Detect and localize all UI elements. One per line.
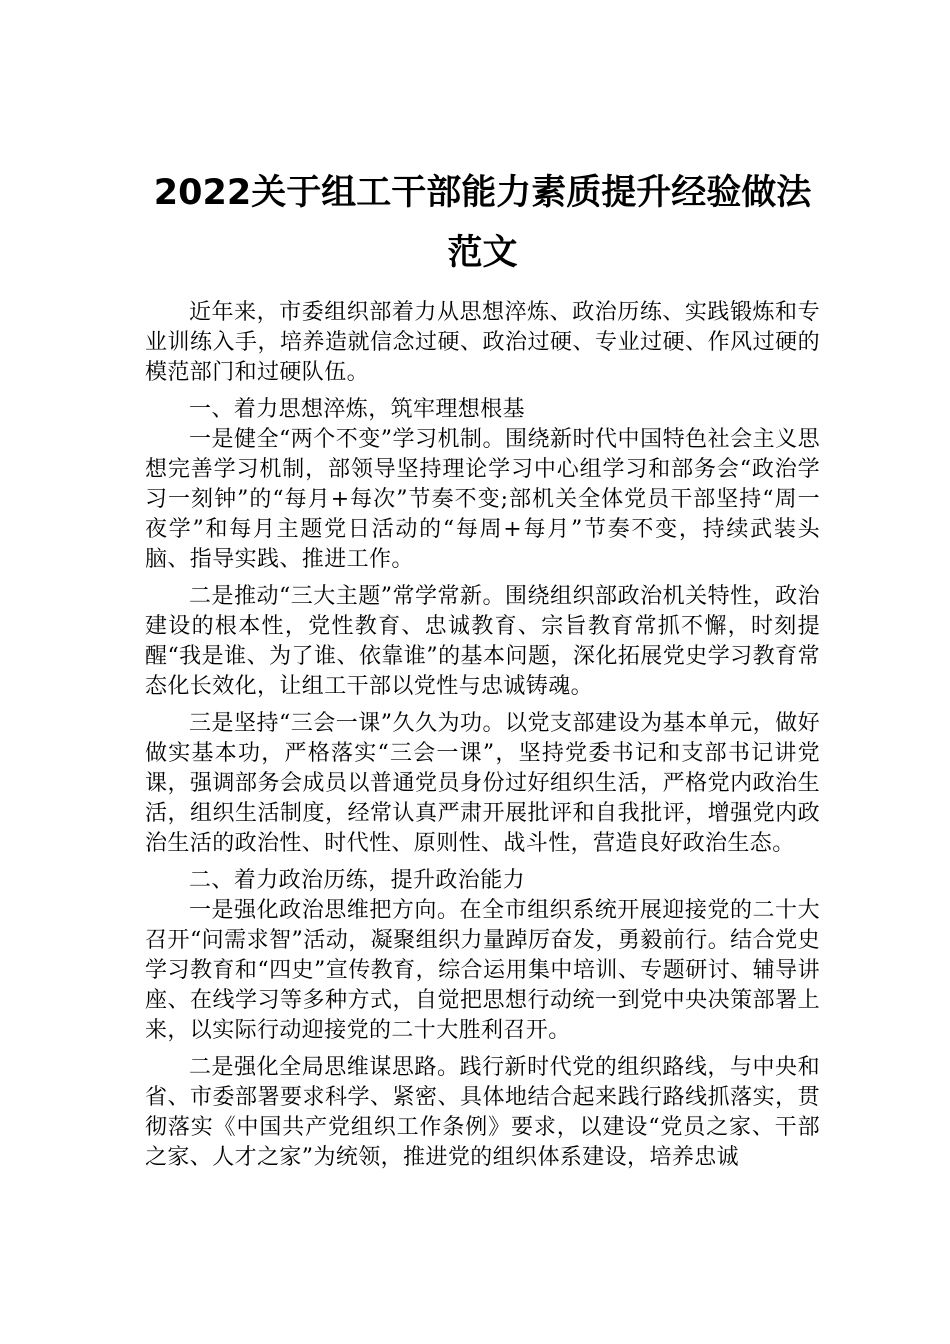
paragraph-3: 三是坚持“三会一课”久久为功。以党支部建设为基本单元，做好做实基本功，严格落实“三会一课”，坚持党委书记和支部书记讲党课，强调部务会成员以普通党员身份过好组织生活，严格党内政治生活，组织生活制度，经常认真严肃开展批评和自我批评，增强党内政治生活的政治性、时代性、原则性、战斗性，营造良好政治生态。: [145, 711, 820, 856]
document-body: [145, 298, 820, 1173]
title-line-2: 范文: [447, 233, 518, 273]
paragraph-2: 二是推动“三大主题”常学常新。围绕组织部政治机关特性，政治建设的根本性，党性教育、忠诚教育、宗旨教育常抓不懈，时刻提醒“我是谁、为了谁、依靠谁”的基本问题，深化拓展党史学习教育常态化长效化，让组工干部以党性与忠诚铸魂。: [145, 584, 820, 699]
title-line-1: 2022关于组工干部能力素质提升经验做法: [153, 173, 812, 213]
section-heading-1: 一、着力思想淬炼，筑牢理想根基: [189, 397, 526, 422]
document-title: [145, 163, 820, 283]
paragraph-4: 一是强化政治思维把方向。在全市组织系统开展迎接党的二十大召开“问需求智”活动，凝聚组织力量踔厉奋发，勇毅前行。结合党史学习教育和“四史”宣传教育，综合运用集中培训、专题研讨、辅导讲座、在线学习等多种方式，自觉把思想行动统一到党中央决策部署上来，以实际行动迎接党的二十大胜利召开。: [145, 898, 820, 1043]
intro-paragraph: 近年来，市委组织部着力从思想淬炼、政治历练、实践锻炼和专业训练入手，培养造就信念过硬、政治过硬、专业过硬、作风过硬的模范部门和过硬队伍。: [145, 300, 820, 385]
section-heading-2: 二、着力政治历练，提升政治能力: [189, 868, 526, 893]
paragraph-5: 二是强化全局思维谋思路。践行新时代党的组织路线，与中央和省、市委部署要求科学、紧密、具体地结合起来践行路线抓落实，贯彻落实《中国共产党组织工作条例》要求，以建设“党员之家、干部之家、人才之家”为统领，推进党的组织体系建设，培养忠诚: [145, 1055, 820, 1170]
paragraph-1: 一是健全“两个不变”学习机制。围绕新时代中国特色社会主义思想完善学习机制，部领导坚持理论学习中心组学习和部务会“政治学习一刻钟”的“每月+每次”节奏不变;部机关全体党员干部坚持“周一夜学”和每月主题党日活动的“每周+每月”节奏不变，持续武装头脑、指导实践、推进工作。: [145, 427, 820, 572]
